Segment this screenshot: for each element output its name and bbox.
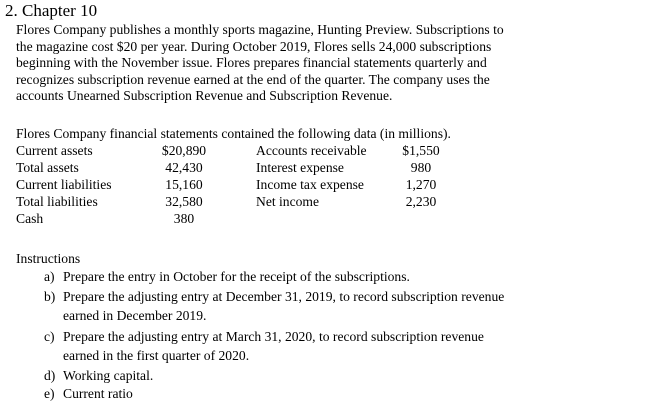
instruction-marker: e) [44, 386, 55, 401]
instruction-marker: d) [44, 368, 56, 383]
data-value: 980 [410, 160, 432, 175]
data-label: Total assets [16, 160, 79, 175]
instruction-text: Prepare the entry in October for the receipt of the subscriptions. [63, 269, 410, 284]
data-label: Total liabilities [16, 194, 98, 209]
data-value: $20,890 [161, 143, 207, 158]
data-value: 2,230 [405, 194, 437, 209]
data-label: Current liabilities [16, 177, 112, 192]
data-label: Net income [256, 194, 320, 209]
data-value: 380 [173, 211, 195, 226]
data-label: Accounts receivable [256, 143, 367, 158]
instruction-item [44, 384, 133, 403]
instruction-marker: b) [44, 289, 56, 304]
instructions-title: Instructions [16, 251, 81, 266]
instruction-item [44, 287, 504, 306]
data-label: Interest expense [256, 160, 344, 175]
data-label: Cash [16, 211, 44, 226]
data-value: 15,160 [165, 177, 203, 192]
chapter-heading: 2. Chapter 10 [5, 1, 98, 20]
problem-line: accounts Unearned Subscription Revenue and Subscription Revenue. [16, 88, 393, 104]
instruction-text: earned in the first quarter of 2020. [63, 348, 250, 363]
data-intro: Flores Company financial statements contained the following data (in millions). [16, 126, 451, 141]
data-value: 32,580 [165, 194, 203, 209]
data-label: Current assets [16, 143, 93, 158]
instruction-item [44, 327, 484, 346]
instruction-text: Prepare the adjusting entry at December 31, 2019, to record subscription revenue [63, 289, 505, 304]
problem-line: recognizes subscription revenue earned at the end of the quarter. The company uses the [16, 71, 490, 87]
problem-line: the magazine cost $20 per year. During October 2019, Flores sells 24,000 subscriptions [16, 38, 492, 54]
instruction-marker: a) [44, 269, 55, 284]
instruction-text: Prepare the adjusting entry at March 31, 2020, to record subscription revenue [63, 329, 484, 344]
instruction-text: Working capital. [63, 368, 154, 383]
instruction-item [44, 267, 410, 286]
instruction-text: earned in December 2019. [63, 308, 207, 323]
data-value: 1,270 [405, 177, 437, 192]
instruction-marker: c) [44, 329, 55, 344]
instruction-text: Current ratio [63, 386, 133, 401]
instruction-item [44, 366, 153, 385]
problem-statement [16, 22, 616, 105]
data-value: 42,430 [165, 160, 203, 175]
data-label: Income tax expense [256, 177, 364, 192]
problem-line: beginning with the November issue. Flores prepares financial statements quarterly and [16, 55, 487, 71]
problem-line: Flores Company publishes a monthly sports magazine, Hunting Preview. Subscriptions to [16, 22, 504, 37]
data-value: $1,550 [402, 143, 440, 158]
